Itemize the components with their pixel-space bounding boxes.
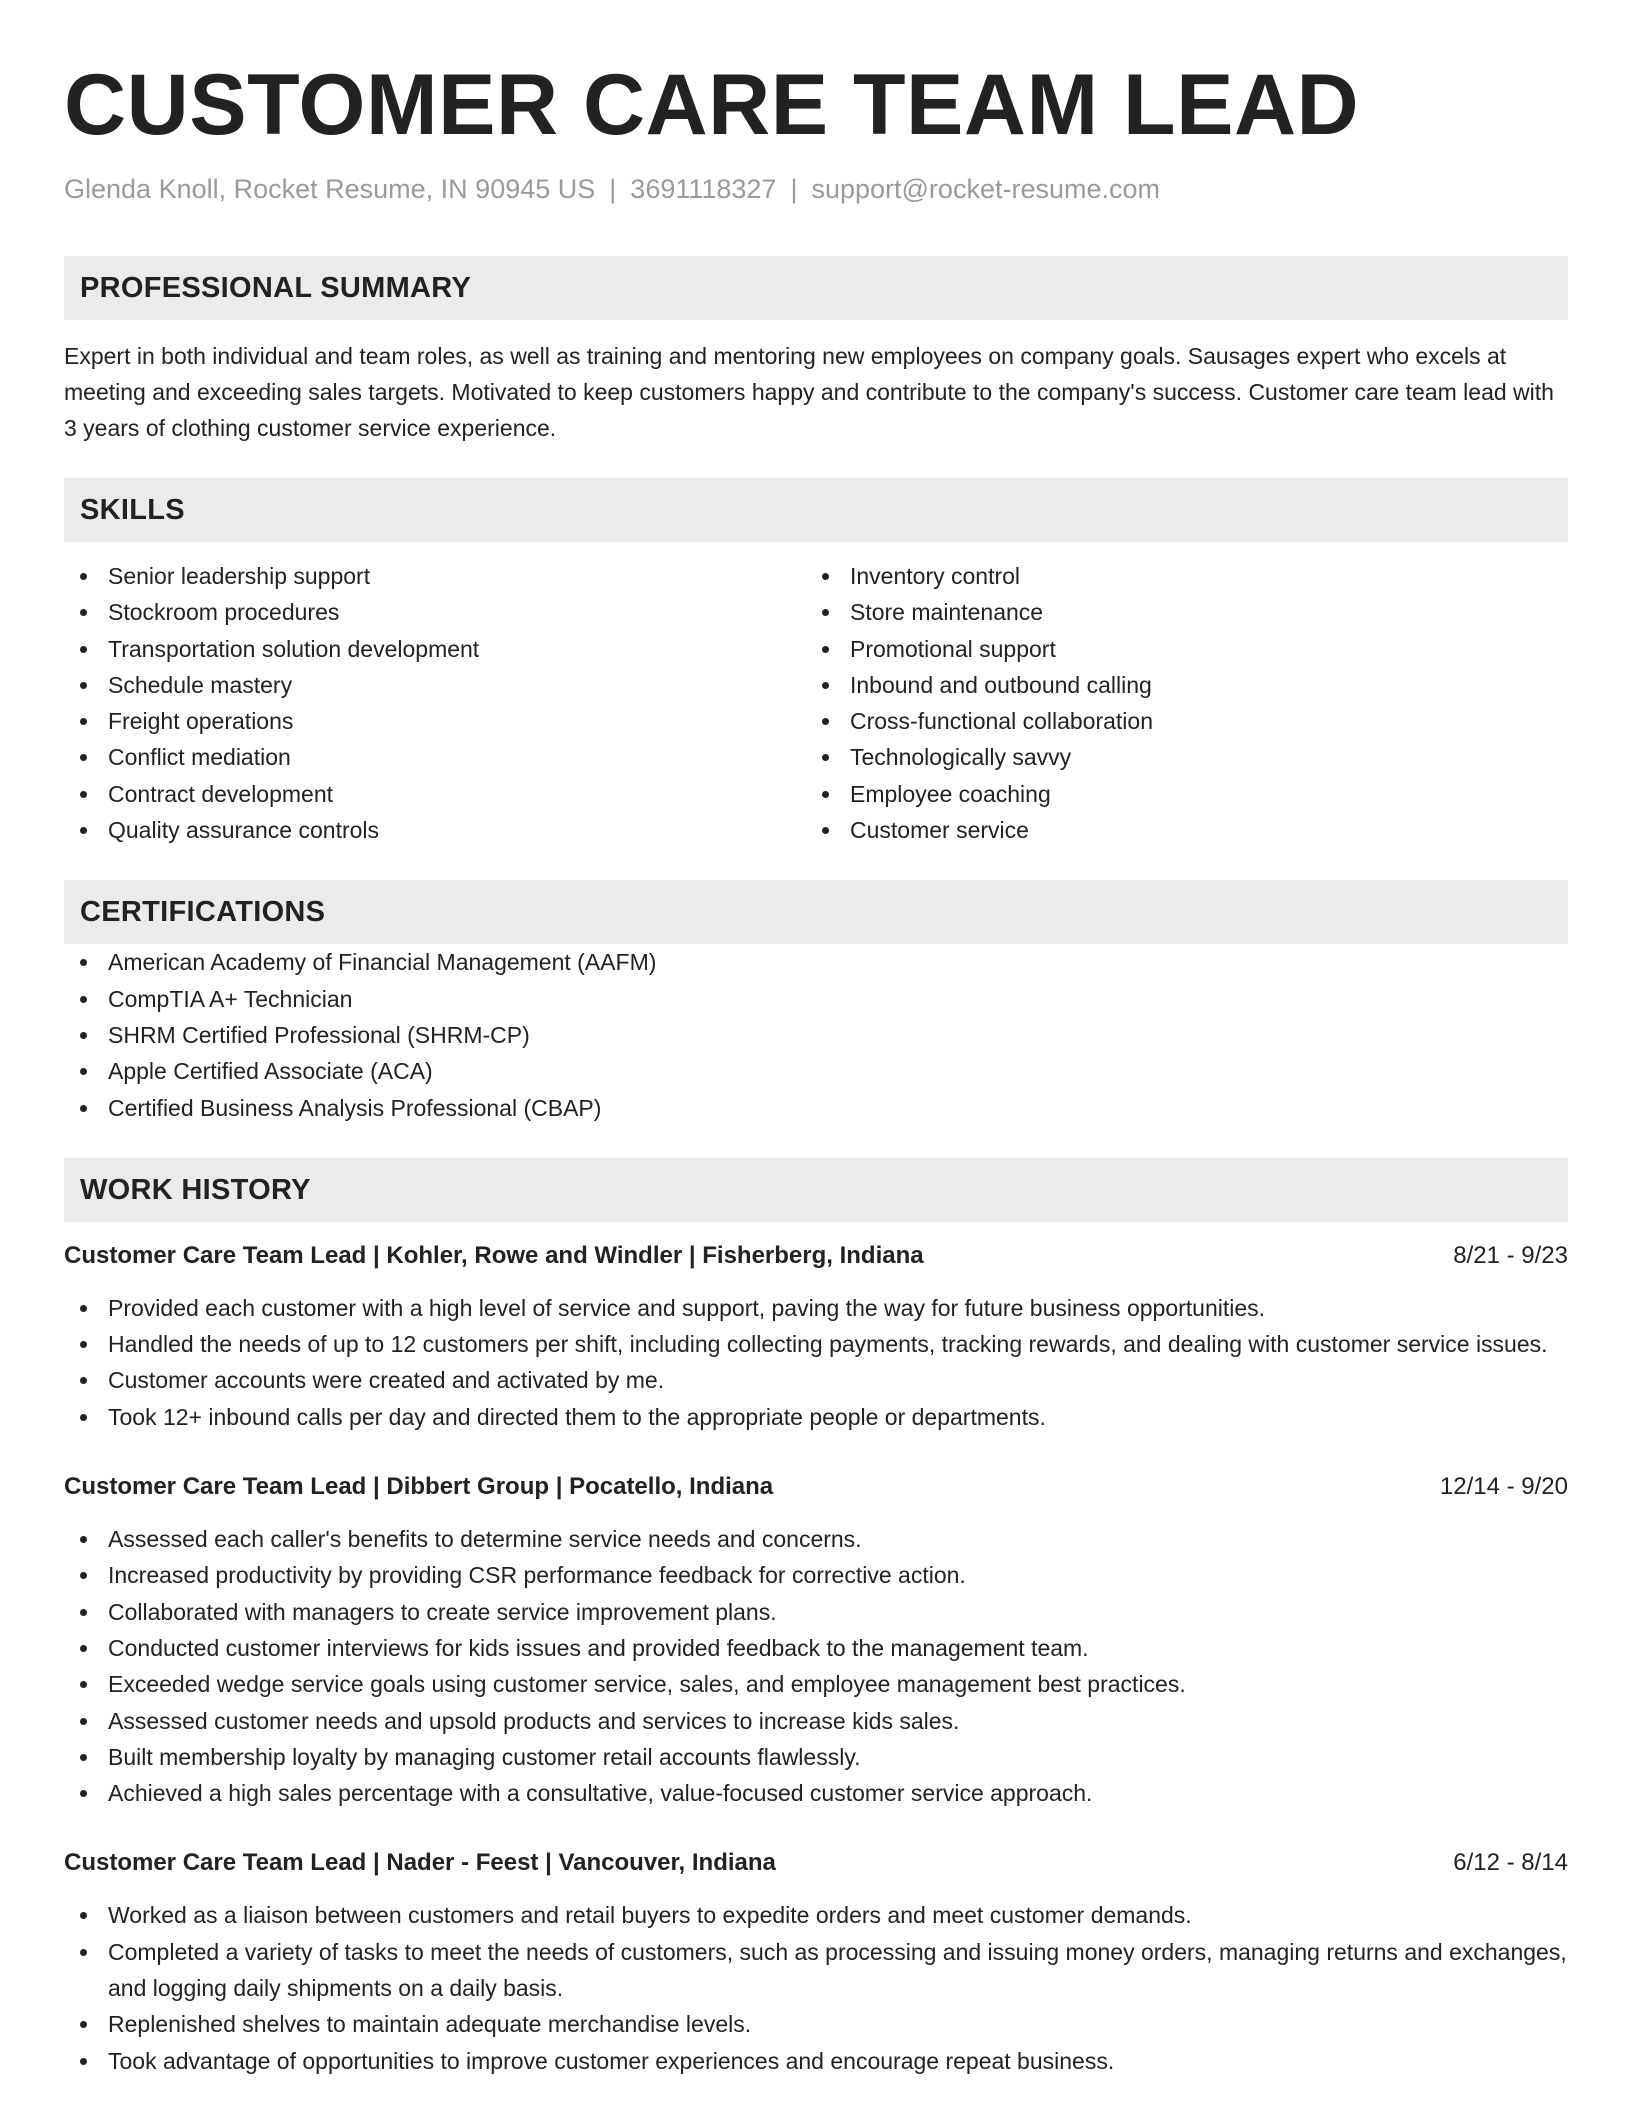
job-bullet: Increased productivity by providing CSR performance feedback for corrective action. <box>64 1557 1568 1593</box>
job-bullet: Took advantage of opportunities to improve customer experiences and encourage repeat business. <box>64 2043 1568 2079</box>
skills-column-right <box>806 558 1548 848</box>
job-bullet: Provided each customer with a high level of service and support, paving the way for future business opportunities. <box>64 1290 1568 1326</box>
job-bullet: Completed a variety of tasks to meet the needs of customers, such as processing and issuing money orders, managing returns and exchanges, and logging daily shipments on a daily basis. <box>64 1934 1568 2007</box>
skill-item: Technologically savvy <box>806 739 1548 775</box>
contact-email[interactable]: support@rocket-resume.com <box>811 174 1160 204</box>
certification-item: Apple Certified Associate (ACA) <box>64 1053 1568 1089</box>
job-header <box>64 1240 1568 1272</box>
skill-item: Schedule mastery <box>64 667 806 703</box>
skill-item: Conflict mediation <box>64 739 806 775</box>
job-bullet: Built membership loyalty by managing customer retail accounts flawlessly. <box>64 1739 1568 1775</box>
job-title: Customer Care Team Lead | Nader - Feest | Vancouver, Indiana <box>64 1849 776 1877</box>
skill-item: Employee coaching <box>806 776 1548 812</box>
job-entry <box>64 1471 1568 1811</box>
job-bullets <box>64 1290 1568 1435</box>
skill-item: Promotional support <box>806 631 1548 667</box>
job-bullet: Handled the needs of up to 12 customers per shift, including collecting payments, tracking rewards, and dealing with customer service issues. <box>64 1326 1568 1362</box>
contact-address: Glenda Knoll, Rocket Resume, IN 90945 US <box>64 174 596 204</box>
skills-list <box>64 558 1568 848</box>
job-header <box>64 1471 1568 1503</box>
skill-item: Quality assurance controls <box>64 812 806 848</box>
job-header <box>64 1847 1568 1879</box>
job-title: Customer Care Team Lead | Kohler, Rowe and Windler | Fisherberg, Indiana <box>64 1241 924 1269</box>
job-dates: 6/12 - 8/14 <box>1453 1849 1568 1877</box>
job-bullet: Customer accounts were created and activated by me. <box>64 1362 1568 1398</box>
job-bullet: Took 12+ inbound calls per day and directed them to the appropriate people or departments. <box>64 1399 1568 1435</box>
certifications-heading: CERTIFICATIONS <box>64 880 1568 944</box>
skill-item: Contract development <box>64 776 806 812</box>
contact-separator: | <box>609 174 617 204</box>
job-title: Customer Care Team Lead | Dibbert Group | Pocatello, Indiana <box>64 1473 774 1501</box>
resume-page <box>64 50 1568 2079</box>
job-bullet: Replenished shelves to maintain adequate merchandise levels. <box>64 2006 1568 2042</box>
certification-item: SHRM Certified Professional (SHRM-CP) <box>64 1017 1568 1053</box>
skills-column-left <box>64 558 806 848</box>
job-bullets <box>64 1897 1568 2078</box>
contact-phone: 3691118327 <box>630 174 777 204</box>
certification-item: American Academy of Financial Management (AAFM) <box>64 944 1568 980</box>
job-bullet: Worked as a liaison between customers and retail buyers to expedite orders and meet customer demands. <box>64 1897 1568 1933</box>
job-dates: 8/21 - 9/23 <box>1453 1241 1568 1269</box>
skill-item: Cross-functional collaboration <box>806 703 1548 739</box>
contact-separator: | <box>790 174 798 204</box>
contact-line <box>64 172 1568 206</box>
skill-item: Stockroom procedures <box>64 594 806 630</box>
skill-item: Transportation solution development <box>64 631 806 667</box>
skills-heading: SKILLS <box>64 478 1568 542</box>
skill-item: Freight operations <box>64 703 806 739</box>
job-bullet: Collaborated with managers to create service improvement plans. <box>64 1594 1568 1630</box>
job-bullet: Exceeded wedge service goals using customer service, sales, and employee management best practices. <box>64 1666 1568 1702</box>
skill-item: Senior leadership support <box>64 558 806 594</box>
job-entry <box>64 1847 1568 2078</box>
skill-item: Inventory control <box>806 558 1548 594</box>
certifications-list <box>64 944 1568 1125</box>
job-bullet: Achieved a high sales percentage with a consultative, value-focused customer service approach. <box>64 1775 1568 1811</box>
job-bullet: Assessed customer needs and upsold products and services to increase kids sales. <box>64 1703 1568 1739</box>
job-bullet: Conducted customer interviews for kids issues and provided feedback to the management team. <box>64 1630 1568 1666</box>
resume-title: CUSTOMER CARE TEAM LEAD <box>64 57 1360 153</box>
summary-text: Expert in both individual and team roles, as well as training and mentoring new employees on company goals. Sausages expert who excels at meeting and exceeding sales targets. Motivated to keep customers happy and contribute to the company's success. Customer care team lead with 3 years of clothing customer service experience. <box>64 343 1554 441</box>
skill-item: Store maintenance <box>806 594 1548 630</box>
skill-item: Customer service <box>806 812 1548 848</box>
work-history-heading: WORK HISTORY <box>64 1158 1568 1222</box>
skill-item: Inbound and outbound calling <box>806 667 1548 703</box>
job-bullet: Assessed each caller's benefits to determine service needs and concerns. <box>64 1521 1568 1557</box>
summary-heading: PROFESSIONAL SUMMARY <box>64 256 1568 320</box>
job-dates: 12/14 - 9/20 <box>1439 1473 1568 1501</box>
certification-item: Certified Business Analysis Professional (CBAP) <box>64 1090 1568 1126</box>
job-bullets <box>64 1521 1568 1811</box>
certification-item: CompTIA A+ Technician <box>64 981 1568 1017</box>
job-entry <box>64 1240 1568 1435</box>
